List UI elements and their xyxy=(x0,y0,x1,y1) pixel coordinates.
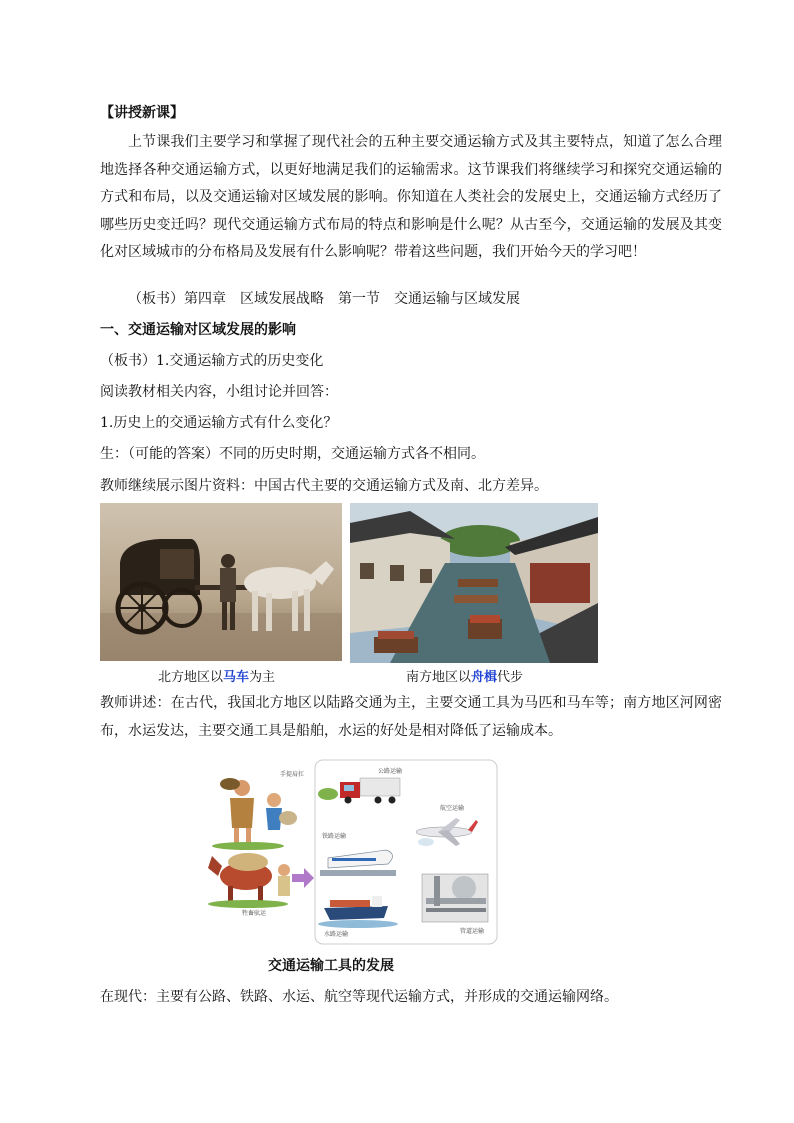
teacher-show-text: 教师继续展示图片资料：中国古代主要的交通运输方式及南、北方差异。 xyxy=(100,478,548,494)
label-pipeline: 管道运输 xyxy=(460,928,485,935)
label-animal-pack: 牲畜驮运 xyxy=(242,910,267,917)
label-rail: 铁路运输 xyxy=(322,833,347,840)
figure-title: 交通运输工具的发展 xyxy=(268,958,394,974)
north-cart-photo xyxy=(100,503,342,661)
animal-pack-illustration xyxy=(208,853,290,908)
intro-paragraph: 上节课我们主要学习和掌握了现代社会的五种主要交通运输方式及其主要特点，知道了怎么合理地选择各种交通运输方式，以更好地满足我们的运输需求。这节课我们将继续学习和探究交通运输的方式和布局，以及交通运输对区域发展的影响。你知道在人类社会的发展史上，交通运输方式经历了哪些历史变迁吗？现代交通运输方式布局的特点和影响是什么呢？从古至今，交通运输的发展及其变化对区域城市的分布格局及发展有什么影响呢？带着这些问题，我们开始今天的学习吧！ xyxy=(100,134,722,261)
reading-instruction: 阅读教材相关内容，小组讨论并回答： xyxy=(100,384,338,400)
south-caption-post: 代步 xyxy=(497,670,524,685)
board-subheading: （板书）1.交通运输方式的历史变化 xyxy=(100,353,324,369)
north-caption xyxy=(158,666,275,685)
label-hand-carry: 手提肩扛 xyxy=(280,771,305,778)
south-caption-highlight: 舟楫 xyxy=(471,670,498,685)
north-caption-post: 为主 xyxy=(249,670,276,685)
north-caption-highlight: 马车 xyxy=(223,670,250,685)
section-one-title: 一、交通运输对区域发展的影响 xyxy=(100,322,296,338)
modern-text: 在现代：主要有公路、铁路、水运、航空等现代运输方式，并形成的交通运输网络。 xyxy=(100,989,618,1005)
label-highway: 公路运输 xyxy=(378,768,403,775)
question-1: 1.历史上的交通运输方式有什么变化？ xyxy=(100,415,338,431)
teacher-explain: 教师讲述：在古代，我国北方地区以陆路交通为主，主要交通工具为马匹和马车等；南方地区河网密布，水运发达，主要交通工具是船舶，水运的好处是相对降低了运输成本。 xyxy=(100,695,722,739)
south-caption-pre: 南方地区以 xyxy=(406,670,472,685)
south-canal-photo xyxy=(350,503,598,663)
label-water: 水路运输 xyxy=(324,931,349,938)
board-heading: （板书）第四章 区域发展战略 第一节 交通运输与区域发展 xyxy=(128,291,520,307)
student-answer: 生：（可能的答案）不同的历史时期，交通运输方式各不相同。 xyxy=(100,446,485,462)
south-caption xyxy=(406,666,523,685)
hand-carry-illustration xyxy=(212,778,297,850)
pipeline-illustration xyxy=(422,874,488,922)
arrow-right-icon xyxy=(292,868,314,888)
label-air: 航空运输 xyxy=(440,805,465,812)
section-header: 【讲授新课】 xyxy=(100,105,184,121)
transport-figure xyxy=(208,758,500,948)
north-caption-pre: 北方地区以 xyxy=(158,670,224,685)
